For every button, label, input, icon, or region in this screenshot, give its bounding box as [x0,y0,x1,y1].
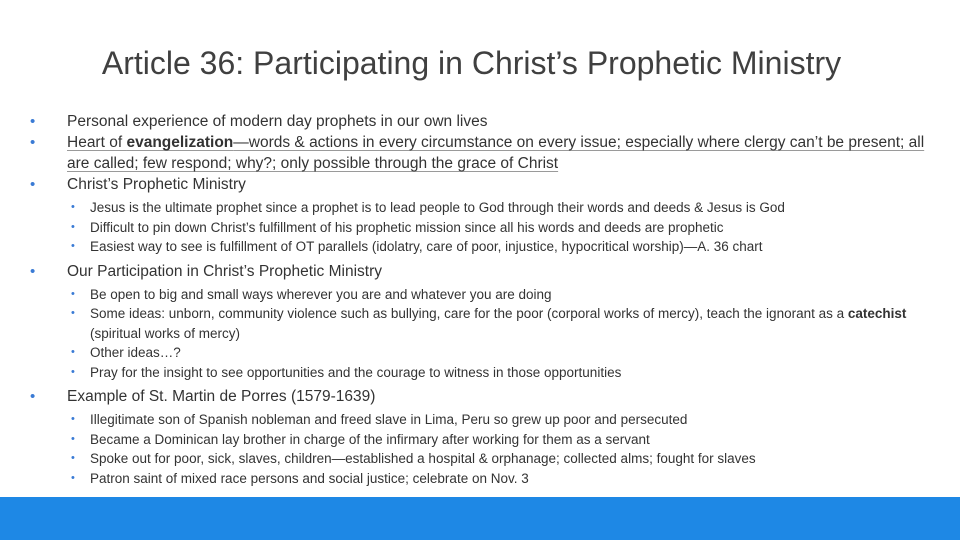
sub-bullet-icon: • [71,413,75,425]
sub-bullet-text: Illegitimate son of Spanish nobleman and freed slave in Lima, Peru so grew up poor and persecuted [90,412,688,427]
sub-bullet-item [20,363,950,383]
sub-bullet-text-pre: Some ideas: unborn, community violence such as bullying, care for the poor (corporal works of mercy), teach the ignorant as a [90,306,848,321]
bullet-text: Christ’s Prophetic Ministry [67,176,246,193]
sub-bullet-icon: • [71,240,75,252]
bullet-text-pre: Heart of [67,134,127,151]
sub-bullet-text: Jesus is the ultimate prophet since a prophet is to lead people to God through their words and deeds & Jesus is God [90,200,785,215]
sub-bullet-icon: • [71,365,75,378]
sub-bullet-item [20,449,950,469]
sub-bullet-text [90,306,906,341]
bullet-item-st-martin-de-porres [20,386,950,407]
bullet-icon: • [30,388,36,405]
sub-bullet-text: Became a Dominican lay brother in charge of the infirmary after working for them as a servant [90,431,650,447]
bullet-text [67,134,924,172]
sub-bullet-item [20,285,950,305]
bullet-text: Personal experience of modern day prophets in our own lives [67,113,488,130]
sub-bullet-text: Difficult to pin down Christ’s fulfillment of his prophetic mission since all his words and deeds are prophetic [90,219,724,235]
bullet-item-heart-of-evangelization [20,132,950,174]
sub-bullet-icon: • [71,452,75,464]
bullet-item-our-participation [20,261,950,282]
bullet-item-personal-experience [20,111,950,132]
slide-content [20,111,950,488]
sub-bullet-text: Pray for the insight to see opportunities and the courage to witness in those opportunities [90,364,622,380]
sub-bullet-icon: • [71,307,75,319]
sub-bullet-item [20,410,950,430]
sub-bullet-icon: • [71,201,75,213]
sub-bullet-icon: • [71,432,75,445]
bullet-icon: • [30,176,36,193]
bullet-item-christs-prophetic-ministry [20,174,950,195]
sub-bullet-icon: • [71,471,75,484]
slide-title: Article 36: Participating in Christ’s Prophetic Ministry [101,45,842,81]
sub-bullet-item [20,218,950,238]
bullet-icon: • [30,134,36,151]
sub-bullet-text: Other ideas…? [90,345,181,360]
sub-bullet-text: Spoke out for poor, sick, slaves, children—established a hospital & orphanage; collected alms; fought for slaves [90,451,756,466]
bullet-text-rest: —words & actions in every circumstance on every issue; especially where clergy can’t be present; all are called; few respond; why?; only possible through the grace of Christ [67,134,925,172]
sub-bullet-icon: • [71,287,75,300]
sub-bullet-text-post: (spiritual works of mercy) [90,325,241,341]
bullet-icon: • [30,113,36,130]
sub-bullet-item [20,237,950,257]
sub-bullet-item [20,343,950,363]
sub-bullet-item [20,304,950,343]
sub-bullet-icon: • [71,220,75,233]
bullet-text: Example of St. Martin de Porres (1579-1639) [67,388,376,405]
bold-term-evangelization: evangelization [126,134,234,151]
sub-bullet-text: Be open to big and small ways wherever you are and whatever you are doing [90,286,552,302]
sub-bullet-item [20,198,950,218]
sub-bullet-item [20,469,950,489]
sub-bullet-icon: • [71,346,75,358]
bullet-text: Our Participation in Christ’s Prophetic Ministry [67,262,382,280]
footer-bar [0,497,960,540]
sub-bullet-text: Patron saint of mixed race persons and social justice; celebrate on Nov. 3 [90,470,529,486]
sub-bullet-text: Easiest way to see is fulfillment of OT parallels (idolatry, care of poor, injustice, hypocritical worship)—A. 36 chart [90,239,763,254]
bold-term-catechist: catechist [847,306,907,321]
sub-bullet-item [20,430,950,450]
bullet-icon: • [30,262,36,280]
